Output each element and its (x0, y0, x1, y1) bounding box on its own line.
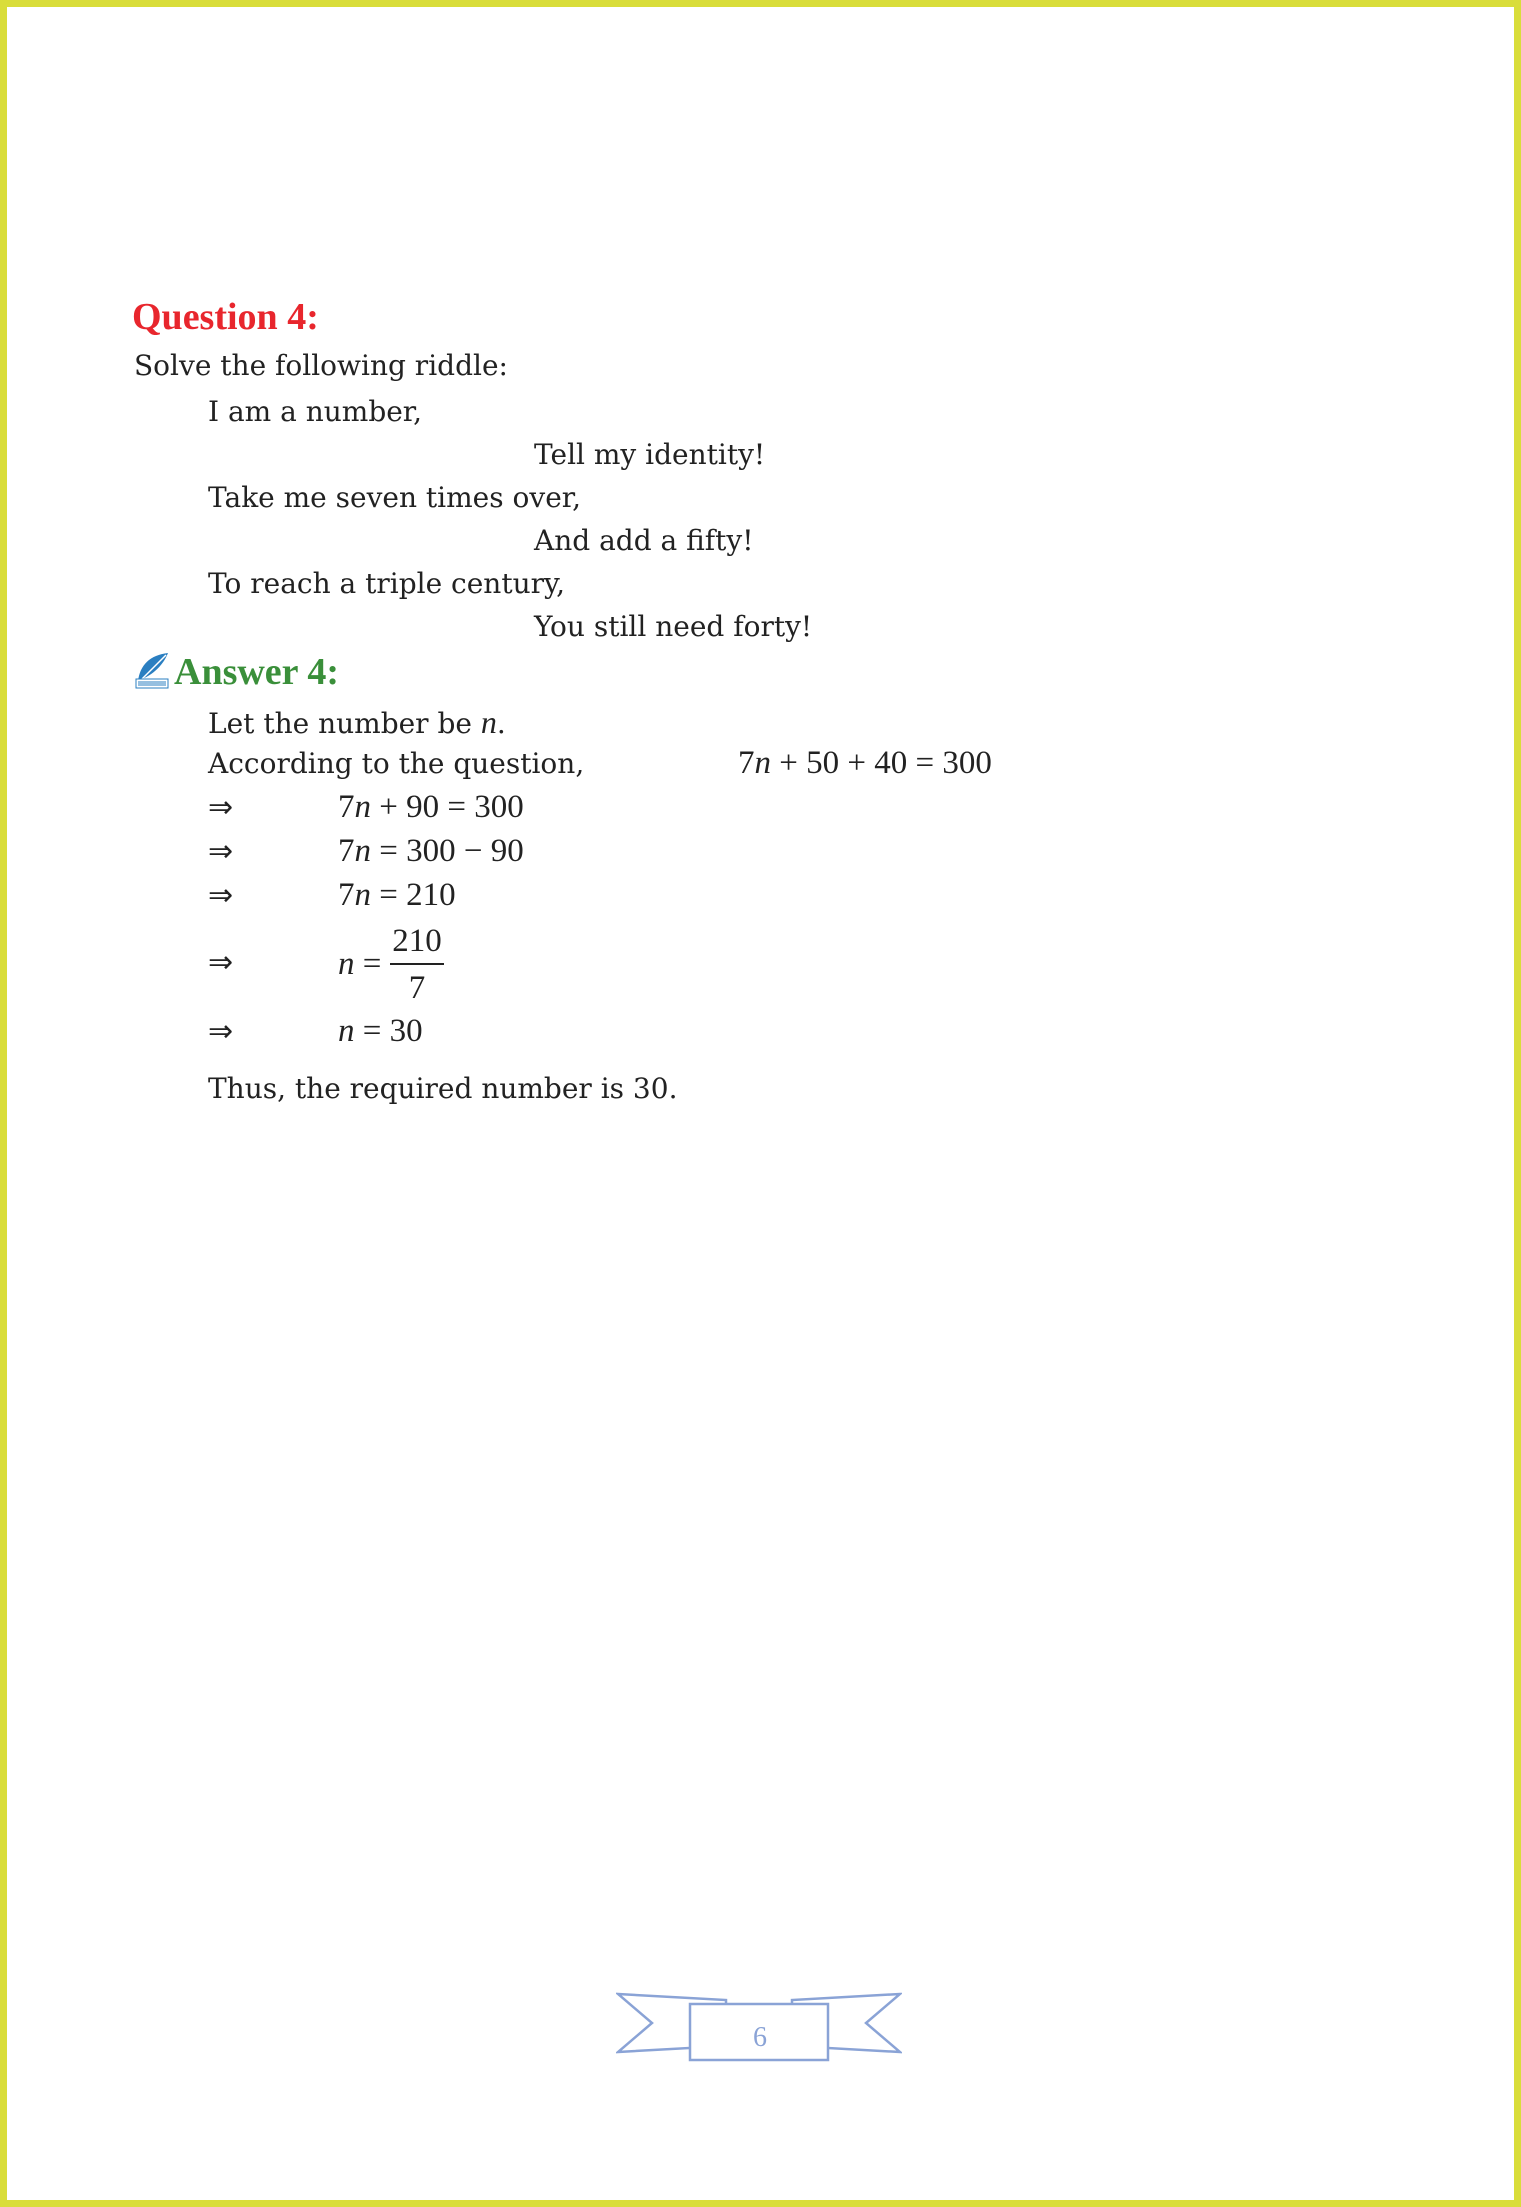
let-prefix: Let the number be (208, 707, 472, 740)
implies-arrow-3: ⇒ (208, 878, 234, 913)
fraction (390, 925, 444, 1005)
riddle-line-6: You still need forty! (534, 610, 813, 643)
eduncle-logo-icon (134, 651, 170, 689)
riddle-line-1: I am a number, (208, 395, 423, 428)
riddle-line-4: And add a fifty! (534, 524, 754, 557)
main-equation: 7n + 50 + 40 = 300 (738, 745, 992, 781)
fraction-denominator: 7 (408, 970, 426, 1006)
step-5: n = 30 (338, 1013, 423, 1049)
implies-arrow-1: ⇒ (208, 790, 234, 825)
question-heading: Question 4: (132, 296, 319, 338)
implies-arrow-2: ⇒ (208, 834, 234, 869)
fraction-bar (390, 963, 444, 965)
step-1: 7n + 90 = 300 (338, 789, 524, 825)
implies-arrow-5: ⇒ (208, 1014, 234, 1049)
step-4-lhs: n = (338, 946, 382, 982)
step-3: 7n = 210 (338, 877, 456, 913)
conclusion: Thus, the required number is 30. (208, 1072, 678, 1105)
let-statement (208, 706, 506, 738)
riddle-line-2: Tell my identity! (534, 438, 766, 471)
variable-n: n (480, 704, 497, 740)
according-text: According to the question, (208, 747, 585, 780)
step-2: 7n = 300 − 90 (338, 833, 524, 869)
riddle-line-5: To reach a triple century, (208, 567, 566, 600)
answer-heading: Answer 4: (174, 651, 340, 693)
let-suffix: . (496, 707, 506, 740)
riddle-line-3: Take me seven times over, (208, 481, 581, 514)
fraction-numerator: 210 (392, 923, 442, 959)
question-intro: Solve the following riddle: (134, 349, 508, 382)
implies-arrow-4: ⇒ (208, 945, 234, 980)
page-number: 6 (753, 2022, 767, 2053)
